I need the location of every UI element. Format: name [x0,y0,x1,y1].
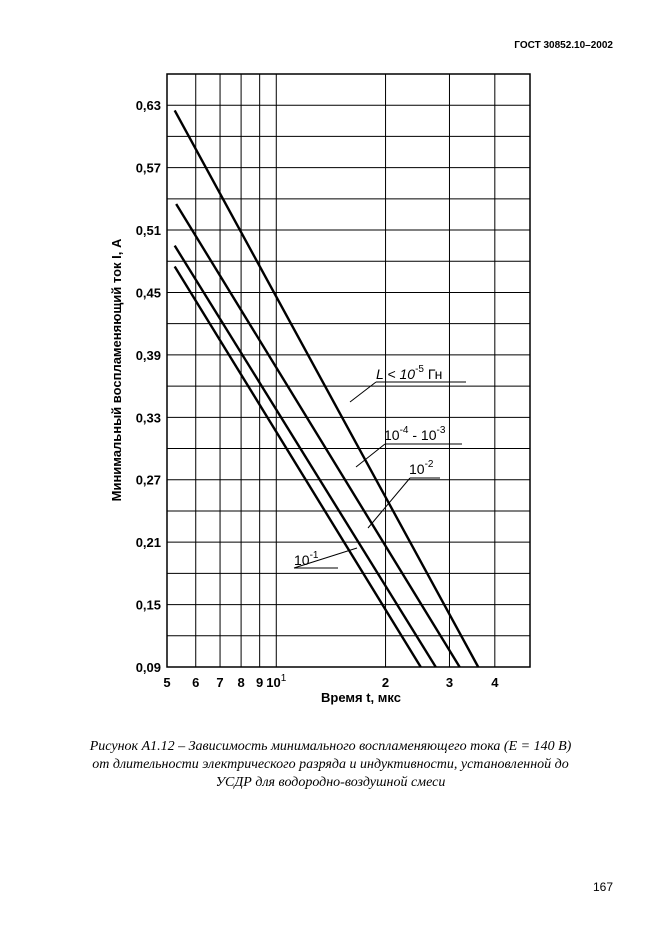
leader-line-1 [356,444,385,467]
page-number: 167 [592,880,613,894]
x-tick-label-7: 3 [445,675,454,690]
figure-caption [30,738,631,792]
x-tick-label-6: 2 [381,675,390,690]
y-tick-label-8: 0,57 [135,160,161,176]
series-label-l1e-5 [376,364,442,382]
x-tick-label-4: 9 [256,675,264,690]
plot-area [167,74,530,667]
x-tick-labels [163,673,499,690]
y-tick-label-3: 0,27 [135,472,161,488]
series-label-l1e-4-mid: - 10 [408,427,437,443]
y-tick-label-0: 0,09 [135,660,161,675]
series-label-l1e-2 [409,459,434,477]
y-tick-label-7: 0,51 [135,223,161,239]
y-tick-label-6: 0,45 [135,285,161,301]
x-axis-label: Время t, мкс [321,690,401,705]
leader-line-0 [350,382,376,402]
series-label-l1e-5-sup: -5 [415,364,424,375]
x-tick-label-8: 4 [491,675,499,690]
series-label-l1e-5-unit: Гн [423,366,443,382]
series-label-l1e-4-base: 10 [384,427,400,443]
x-tick-label-2: 7 [216,675,224,690]
y-tick-label-5: 0,39 [135,347,161,363]
grid [167,74,530,667]
y-axis-label: Минимальный воспламеняющий ток I, А [109,238,124,502]
series-label-l1e-5-base: L < 10 [376,366,416,382]
caption-line-3: УСДР для водородно-воздушной смеси [215,775,446,790]
y-tick-labels [136,98,161,675]
y-tick-label-1: 0,15 [135,597,161,613]
series-line-2 [175,246,436,667]
annotation-leaders [294,382,466,568]
x-tick-label-3: 8 [237,675,245,690]
x-tick-label-1: 6 [192,675,200,690]
caption-line-2: от длительности электрического разряда и индуктивности, установленной до [92,757,569,772]
series-label-l1e-1-sup: -1 [309,550,319,561]
series-label-l1e-4-sup: -4 [399,425,409,436]
series-label-l1e-4-sup2: -3 [436,425,446,436]
leader-line-2 [368,478,410,528]
y-tick-label-9: 0,63 [135,98,161,114]
series-label-l1e-2-base: 10 [409,461,425,477]
x-tick-label-5: $10^1$ [266,673,287,690]
series-label-l1e-4 [384,425,446,443]
standard-header: ГОСТ 30852.10–2002 [514,40,613,51]
series-label-l1e-2-sup: -2 [424,459,434,470]
y-tick-label-2: 0,21 [135,535,161,551]
series-label-l1e-1-base: 10 [294,552,310,568]
y-tick-label-4: 0,33 [135,410,161,426]
series-label-l1e-1 [294,550,319,568]
series-line-3 [175,266,421,667]
x-tick-label-0: 5 [163,675,171,690]
caption-line-1: Рисунок А1.12 – Зависимость минимального воспламеняющего тока (Е = 140 В) [89,739,572,754]
